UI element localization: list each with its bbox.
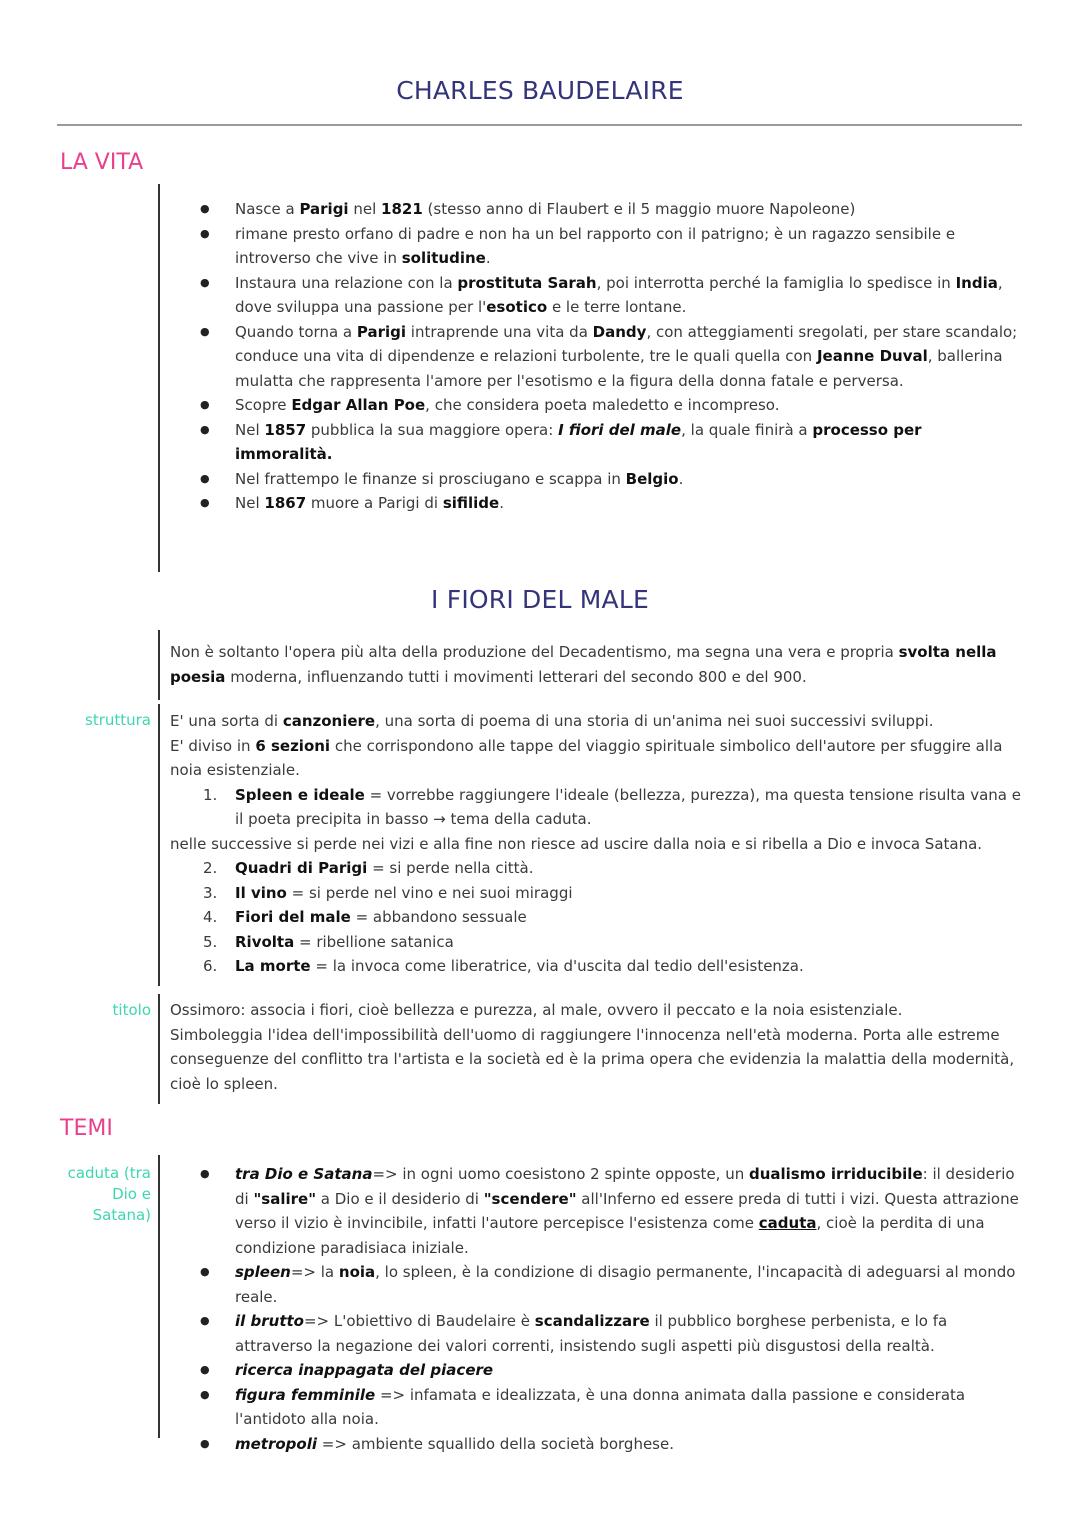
sezioni-list <box>170 856 1030 979</box>
struttura-label: struttura <box>85 711 151 729</box>
intro-margin-line <box>158 630 160 700</box>
fiori-intro: Non è soltanto l'opera più alta della produzione del Decadentismo, ma segna una vera e propria svolta nella poesia moderna, influenzando tutti i movimenti letterari del secondo 800 e del 900. <box>170 643 997 686</box>
titolo-p1: Ossimoro: associa i fiori, cioè bellezza e purezza, al male, ovvero il peccato e la noia esistenziale. <box>170 1001 903 1019</box>
sezione-item <box>170 881 1030 906</box>
titolo-margin-line <box>158 994 160 1104</box>
bullet-item: ● ricerca inappagata del piacere <box>200 1358 1020 1383</box>
temi-list <box>200 1162 1020 1456</box>
page-title: CHARLES BAUDELAIRE <box>396 76 684 105</box>
section-heading-fiori: I FIORI DEL MALE <box>431 585 649 614</box>
struttura-p1: E' una sorta di canzoniere, una sorta di poema di una storia di un'anima nei suoi successivi sviluppi. <box>170 712 934 730</box>
sezione-1-list <box>170 783 1030 832</box>
bullet-item: ● metropoli => ambiente squallido della società borghese. <box>200 1432 1020 1457</box>
bullet-item: ● rimane presto orfano di padre e non ha un bel rapporto con il patrigno; è un ragazzo sensibile e introverso che vive in solitudine. <box>200 222 1020 271</box>
sezione-text: Spleen e ideale = vorrebbe raggiungere l'ideale (bellezza, purezza), ma questa tensione risulta vana e il poeta precipita in basso → tema della caduta. <box>235 785 1021 828</box>
bullet-item: ● Nel 1867 muore a Parigi di sifilide. <box>200 491 1020 516</box>
sezione-number: 4. <box>203 908 218 926</box>
titolo-block <box>170 998 1030 1096</box>
section-heading-temi: TEMI <box>60 1116 113 1141</box>
struttura-margin-line <box>158 704 160 986</box>
temi-margin-line <box>158 1155 160 1438</box>
bullet-item: ● Instaura una relazione con la prostituta Sarah, poi interrotta perché la famiglia lo spedisce in India, dove sviluppa una passione per l'esotico e le terre lontane. <box>200 271 1020 320</box>
sezione-text: La morte = la invoca come liberatrice, via d'uscita dal tedio dell'esistenza. <box>235 957 804 975</box>
temi-label: caduta (tra Dio e Satana) <box>67 1164 151 1224</box>
sezione-text: Fiori del male = abbandono sessuale <box>235 908 527 926</box>
sezione-text: Rivolta = ribellione satanica <box>235 932 454 951</box>
section-heading-vita: LA VITA <box>60 150 144 175</box>
bullet-item: ● tra Dio e Satana=> in ogni uomo coesistono 2 spinte opposte, un dualismo irriducibile: il desiderio di "salire" a Dio e il desiderio di "scendere" all'Inferno ed essere preda di tutti i vizi. Questa attrazione verso il vizio è invincibile, infatti l'autore percepisce l'esistenza come caduta, cioè la perdita di una condizione paradisiaca iniziale. <box>200 1162 1020 1260</box>
sezione-item <box>170 905 1030 930</box>
bullet-item: ● Nel frattempo le finanze si prosciugano e scappa in Belgio. <box>200 467 1020 492</box>
bullet-item: ● il brutto=> L'obiettivo di Baudelaire è scandalizzare il pubblico borghese perbenista, e lo fa attraverso la negazione dei valori correnti, insistendo sugli aspetti più disgustosi della realtà. <box>200 1309 1020 1358</box>
struttura-block <box>170 709 1030 979</box>
vita-margin-line <box>158 184 160 572</box>
struttura-p2: E' diviso in 6 sezioni che corrispondono alle tappe del viaggio spirituale simbolico dell'autore per sfuggire alla noia esistenziale. <box>170 736 1003 779</box>
vita-list <box>200 197 1020 516</box>
sezione-item <box>170 954 1030 979</box>
bullet-item: ● Nel 1857 pubblica la sua maggiore opera: I fiori del male, la quale finirà a processo per immoralità. <box>200 418 1020 467</box>
sezione-number: 1. <box>203 785 218 804</box>
titolo-p2: Simboleggia l'idea dell'impossibilità dell'uomo di raggiungere l'innocenza nell'età moderna. Porta alle estreme conseguenze del conflitto tra l'artista e la società ed è la prima opera che evidenzia la malattia della modernità, cioè lo spleen. <box>170 1025 1015 1093</box>
sezione-item <box>170 856 1030 881</box>
titolo-label: titolo <box>112 1001 151 1019</box>
sezione-number: 2. <box>203 859 218 877</box>
sezione-number: 3. <box>203 883 218 902</box>
bullet-item: ● Quando torna a Parigi intraprende una vita da Dandy, con atteggiamenti sregolati, per stare scandalo; conduce una vita di dipendenze e relazioni turbolente, tre le quali quella con Jeanne Duval, ballerina mulatta che rappresenta l'amore per l'esotismo e la figura della donna fatale e perversa. <box>200 320 1020 394</box>
bullet-item: ● Nasce a Parigi nel 1821 (stesso anno di Flaubert e il 5 maggio muore Napoleone) <box>200 197 1020 222</box>
struttura-p3: nelle successive si perde nei vizi e alla fine non riesce ad uscire dalla noia e si ribella a Dio e invoca Satana. <box>170 834 983 853</box>
sezione-item <box>170 783 1030 832</box>
sezione-text: Quadri di Parigi = si perde nella città. <box>235 859 534 877</box>
sezione-item <box>170 930 1030 955</box>
sezione-text: Il vino = si perde nel vino e nei suoi miraggi <box>235 883 573 902</box>
title-divider <box>57 124 1022 126</box>
bullet-item: ● spleen=> la noia, lo spleen, è la condizione di disagio permanente, l'incapacità di adeguarsi al mondo reale. <box>200 1260 1020 1309</box>
bullet-item: ● figura femminile => infamata e idealizzata, è una donna animata dalla passione e considerata l'antidoto alla noia. <box>200 1383 1020 1432</box>
bullet-item: ● Scopre Edgar Allan Poe, che considera poeta maledetto e incompreso. <box>200 393 1020 418</box>
sezione-number: 6. <box>203 957 218 975</box>
sezione-number: 5. <box>203 932 218 951</box>
